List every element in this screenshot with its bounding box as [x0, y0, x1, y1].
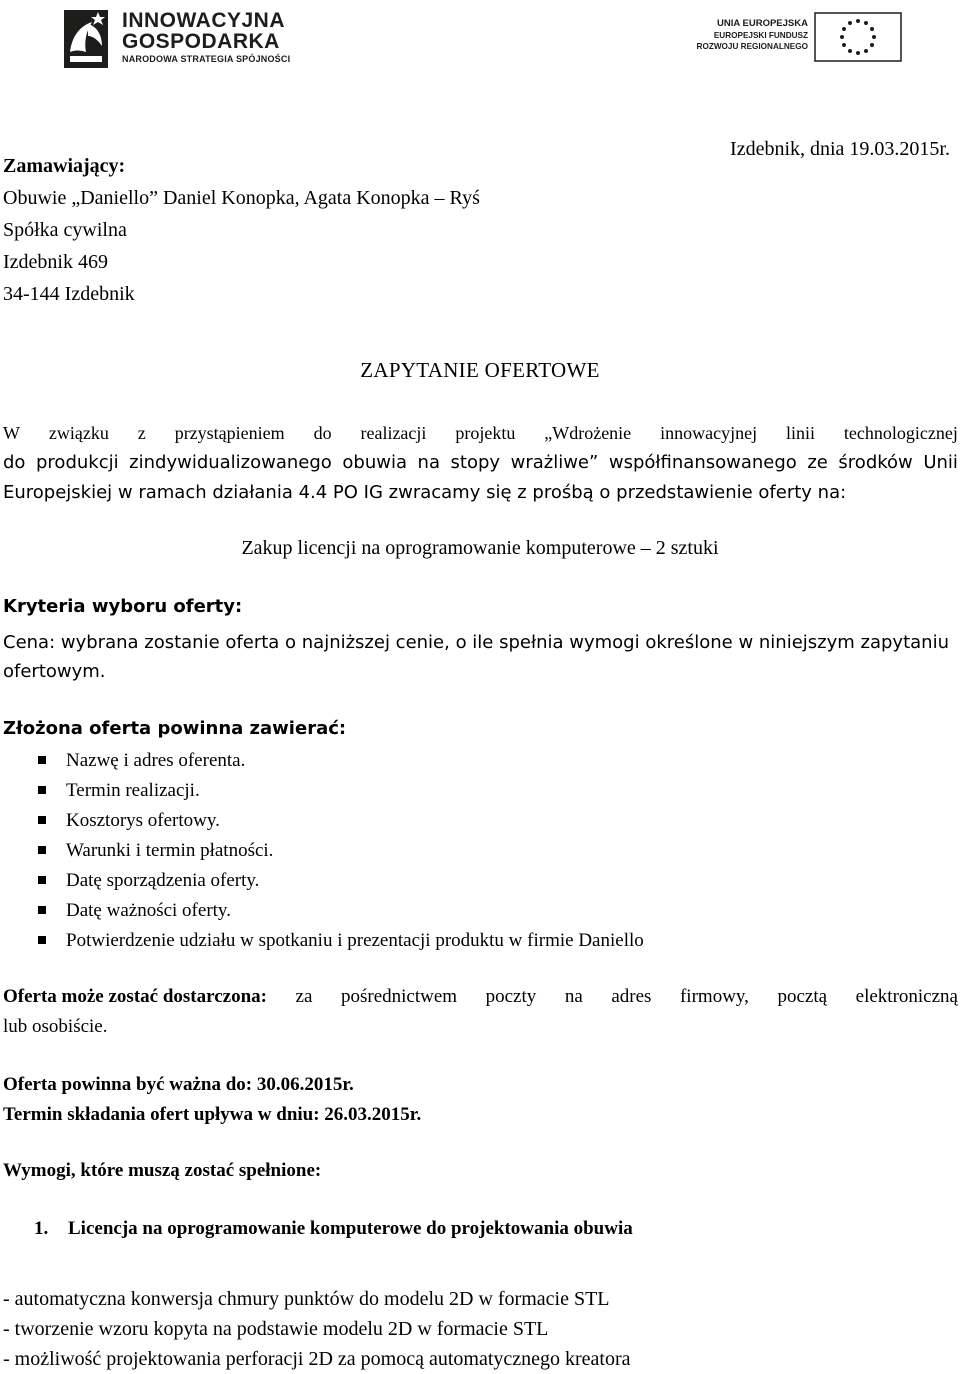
- logo-line-2: GOSPODARKA: [122, 30, 280, 53]
- license-item-title: Licencja na oprogramowanie komputerowe do projektowania obuwia: [68, 1218, 633, 1239]
- delivery-word: poczty: [485, 986, 537, 1007]
- delivery-line-2: lub osobiście.: [3, 1016, 108, 1037]
- buyer-name: Obuwie „Daniello” Daniel Konopka, Agata Konopka – Ryś: [3, 187, 480, 209]
- eu-flag-icon: [814, 12, 902, 62]
- intro-word: produkcji: [36, 452, 119, 473]
- intro-word: innowacyjnej: [660, 423, 758, 443]
- document-date: Izdebnik, dnia 19.03.2015r.: [730, 138, 950, 160]
- buyer-city: 34-144 Izdebnik: [3, 283, 135, 305]
- delivery-word: firmowy,: [679, 986, 749, 1007]
- eu-logo-line-2: EUROPEJSKI FUNDUSZ: [713, 31, 808, 40]
- delivery-label: Oferta może zostać dostarczona:: [3, 986, 267, 1007]
- intro-word: projektu: [455, 423, 516, 443]
- intro-line-2: [3, 448, 958, 478]
- intro-word: współfinansowanego: [608, 452, 797, 473]
- eu-logo-line-3: ROZWOJU REGIONALNEGO: [696, 42, 808, 51]
- intro-word: na: [417, 452, 440, 473]
- criteria-text: Cena: wybrana zostanie oferta o najniższej cenie, o ile spełnia wymogi określone w niniejszym zapytaniu ofertowym.: [3, 632, 949, 682]
- list-item: Nazwę i adres oferenta.: [34, 746, 644, 776]
- intro-word: Unii: [923, 452, 958, 473]
- intro-word: z: [137, 423, 146, 443]
- delivery-paragraph: [3, 982, 958, 1042]
- list-item: Potwierdzenie udziału w spotkaniu i prezentacji produktu w firmie Daniello: [34, 926, 644, 956]
- intro-word: do: [3, 452, 26, 473]
- offer-contents-heading: Złożona oferta powinna zawierać:: [3, 718, 347, 739]
- submission-deadline: Termin składania ofert upływa w dniu: 26.03.2015r.: [3, 1104, 422, 1125]
- eu-logo-line-1: UNIA EUROPEJSKA: [717, 18, 808, 29]
- intro-word: zindywidualizowanego: [129, 452, 332, 473]
- feature-item: - automatyczna konwersja chmury punktów do modelu 2D w formacie STL: [3, 1288, 610, 1310]
- logo-line-1: INNOWACYJNA: [122, 9, 286, 32]
- buyer-block: [3, 150, 480, 310]
- offer-contents-list: [34, 746, 644, 956]
- intro-word: W: [3, 423, 20, 443]
- feature-item: - tworzenie wzoru kopyta na podstawie modelu 2D w formacie STL: [3, 1318, 549, 1340]
- license-item: [34, 1218, 633, 1240]
- criteria-heading: Kryteria wyboru oferty:: [3, 596, 243, 617]
- list-item: Datę sporządzenia oferty.: [34, 866, 644, 896]
- requirements-heading: Wymogi, które muszą zostać spełnione:: [3, 1160, 322, 1181]
- intro-word: „Wdrożenie: [544, 423, 632, 443]
- delivery-word: pocztą: [777, 986, 828, 1007]
- intro-word: stopy: [450, 452, 501, 473]
- feature-item: - możliwość projektowania perforacji 2D za pomocą automatycznego kreatora: [3, 1348, 631, 1370]
- eu-logo: [696, 12, 908, 64]
- intro-word: związku: [48, 423, 109, 443]
- list-item: Datę ważności oferty.: [34, 896, 644, 926]
- features-list: [3, 1284, 631, 1374]
- list-item: Termin realizacji.: [34, 776, 644, 806]
- intro-word: obuwia: [342, 452, 407, 473]
- document-title: ZAPYTANIE OFERTOWE: [360, 358, 600, 382]
- delivery-word: na: [564, 986, 583, 1007]
- intro-word: realizacji: [360, 423, 427, 443]
- intro-paragraph: [3, 418, 958, 508]
- delivery-word: adres: [611, 986, 652, 1007]
- delivery-word: elektroniczną: [855, 986, 958, 1007]
- delivery-word: za: [295, 986, 313, 1007]
- list-item: Warunki i termin płatności.: [34, 836, 644, 866]
- list-item: Kosztorys ofertowy.: [34, 806, 644, 836]
- order-subject: Zakup licencji na oprogramowanie komputerowe – 2 sztuki: [241, 537, 719, 559]
- delivery-word: pośrednictwem: [340, 986, 458, 1007]
- intro-word: wrażliwe”: [510, 452, 599, 473]
- innowacyjna-gospodarka-logo: [58, 4, 298, 74]
- innowacyjna-gospodarka-emblem-icon: [58, 6, 114, 72]
- intro-word: przystąpieniem: [174, 423, 285, 443]
- offer-valid-until: Oferta powinna być ważna do: 30.06.2015r.: [3, 1074, 354, 1095]
- intro-word: środków: [838, 452, 913, 473]
- intro-word: do: [313, 423, 332, 443]
- intro-word: ze: [807, 452, 828, 473]
- intro-word: linii: [785, 423, 815, 443]
- delivery-line-1: [3, 982, 958, 1012]
- license-item-number: 1.: [34, 1218, 49, 1239]
- buyer-type: Spółka cywilna: [3, 219, 127, 241]
- intro-line-1: [3, 418, 958, 448]
- logo-line-3: NARODOWA STRATEGIA SPÓJNOŚCI: [122, 54, 291, 64]
- validity-block: [3, 1070, 421, 1130]
- intro-line-3: Europejskiej w ramach działania 4.4 PO IG zwracamy się z prośbą o przedstawienie oferty na:: [3, 482, 847, 503]
- buyer-label: Zamawiający:: [3, 155, 126, 177]
- buyer-street: Izdebnik 469: [3, 251, 108, 273]
- intro-word: technologicznej: [843, 423, 958, 443]
